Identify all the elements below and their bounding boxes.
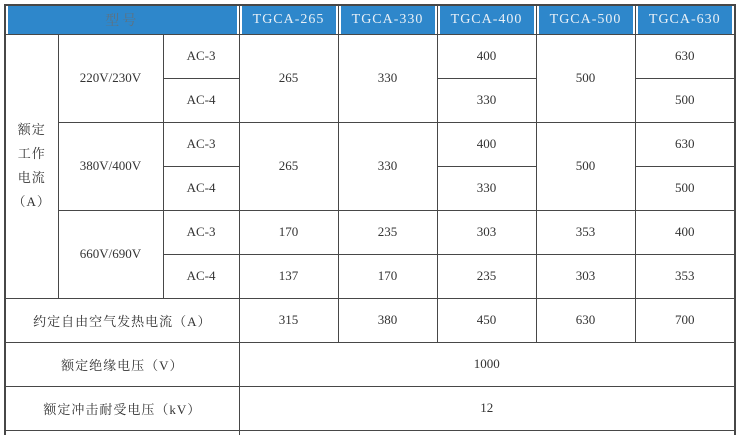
model-header-label: 型号 xyxy=(8,6,237,34)
row-380v-ac3 xyxy=(5,122,735,166)
value-660v-ac3-tgca330: 235 xyxy=(338,210,437,254)
model-col-header-tgca-630: TGCA-630 xyxy=(635,5,735,34)
header-row xyxy=(5,5,735,34)
value-380v-ac3-tgca630: 630 xyxy=(635,122,735,166)
value-380v-tgca500: 500 xyxy=(536,122,635,210)
model-header-cell xyxy=(5,5,239,34)
value-660v-ac3-tgca500: 353 xyxy=(536,210,635,254)
row-cut-off xyxy=(5,430,735,435)
value-380v-ac4-tgca630: 500 xyxy=(635,166,735,210)
value-220v-ac4-tgca630: 500 xyxy=(635,78,735,122)
value-660v-ac3-tgca400: 303 xyxy=(437,210,536,254)
row-220v-ac3 xyxy=(5,34,735,78)
cut-off-value-cell xyxy=(239,430,735,435)
thermal-current-label: 约定自由空气发热电流（A） xyxy=(5,298,239,342)
value-660v-ac4-tgca330: 170 xyxy=(338,254,437,298)
ac4-label-380v: AC-4 xyxy=(163,166,239,210)
model-col-header-tgca-400: TGCA-400 xyxy=(437,5,536,34)
thermal-tgca265: 315 xyxy=(239,298,338,342)
row-insulation-voltage xyxy=(5,342,735,386)
value-380v-tgca265: 265 xyxy=(239,122,338,210)
value-380v-ac3-tgca400: 400 xyxy=(437,122,536,166)
insulation-voltage-label: 额定绝缘电压（V） xyxy=(5,342,239,386)
rated-current-label-cell: 额定 工作 电流 （A） xyxy=(5,34,58,298)
thermal-tgca500: 630 xyxy=(536,298,635,342)
value-220v-ac3-tgca400: 400 xyxy=(437,34,536,78)
value-220v-ac4-tgca400: 330 xyxy=(437,78,536,122)
voltage-380v-cell: 380V/400V xyxy=(58,122,163,210)
model-col-header-tgca-265: TGCA-265 xyxy=(239,5,338,34)
value-660v-ac4-tgca400: 235 xyxy=(437,254,536,298)
voltage-220v-cell: 220V/230V xyxy=(58,34,163,122)
value-380v-ac4-tgca400: 330 xyxy=(437,166,536,210)
value-380v-tgca330: 330 xyxy=(338,122,437,210)
value-660v-ac4-tgca630: 353 xyxy=(635,254,735,298)
value-660v-ac3-tgca630: 400 xyxy=(635,210,735,254)
thermal-tgca330: 380 xyxy=(338,298,437,342)
value-220v-tgca330: 330 xyxy=(338,34,437,122)
model-col-header-tgca-500: TGCA-500 xyxy=(536,5,635,34)
voltage-660v-cell: 660V/690V xyxy=(58,210,163,298)
value-220v-tgca500: 500 xyxy=(536,34,635,122)
impulse-voltage-label: 额定冲击耐受电压（kV） xyxy=(5,386,239,430)
thermal-tgca630: 700 xyxy=(635,298,735,342)
value-660v-ac4-tgca500: 303 xyxy=(536,254,635,298)
ac4-label-660v: AC-4 xyxy=(163,254,239,298)
value-220v-tgca265: 265 xyxy=(239,34,338,122)
ac4-label-220v: AC-4 xyxy=(163,78,239,122)
value-220v-ac3-tgca630: 630 xyxy=(635,34,735,78)
ac3-label-220v: AC-3 xyxy=(163,34,239,78)
value-660v-ac4-tgca265: 137 xyxy=(239,254,338,298)
ac3-label-380v: AC-3 xyxy=(163,122,239,166)
row-660v-ac3 xyxy=(5,210,735,254)
model-col-header-tgca-330: TGCA-330 xyxy=(338,5,437,34)
ac3-label-660v: AC-3 xyxy=(163,210,239,254)
insulation-voltage-value: 1000 xyxy=(239,342,735,386)
value-660v-ac3-tgca265: 170 xyxy=(239,210,338,254)
row-thermal-current xyxy=(5,298,735,342)
impulse-voltage-value: 12 xyxy=(239,386,735,430)
spec-table xyxy=(4,4,736,435)
cut-off-label-cell xyxy=(5,430,239,435)
row-impulse-voltage xyxy=(5,386,735,430)
thermal-tgca400: 450 xyxy=(437,298,536,342)
